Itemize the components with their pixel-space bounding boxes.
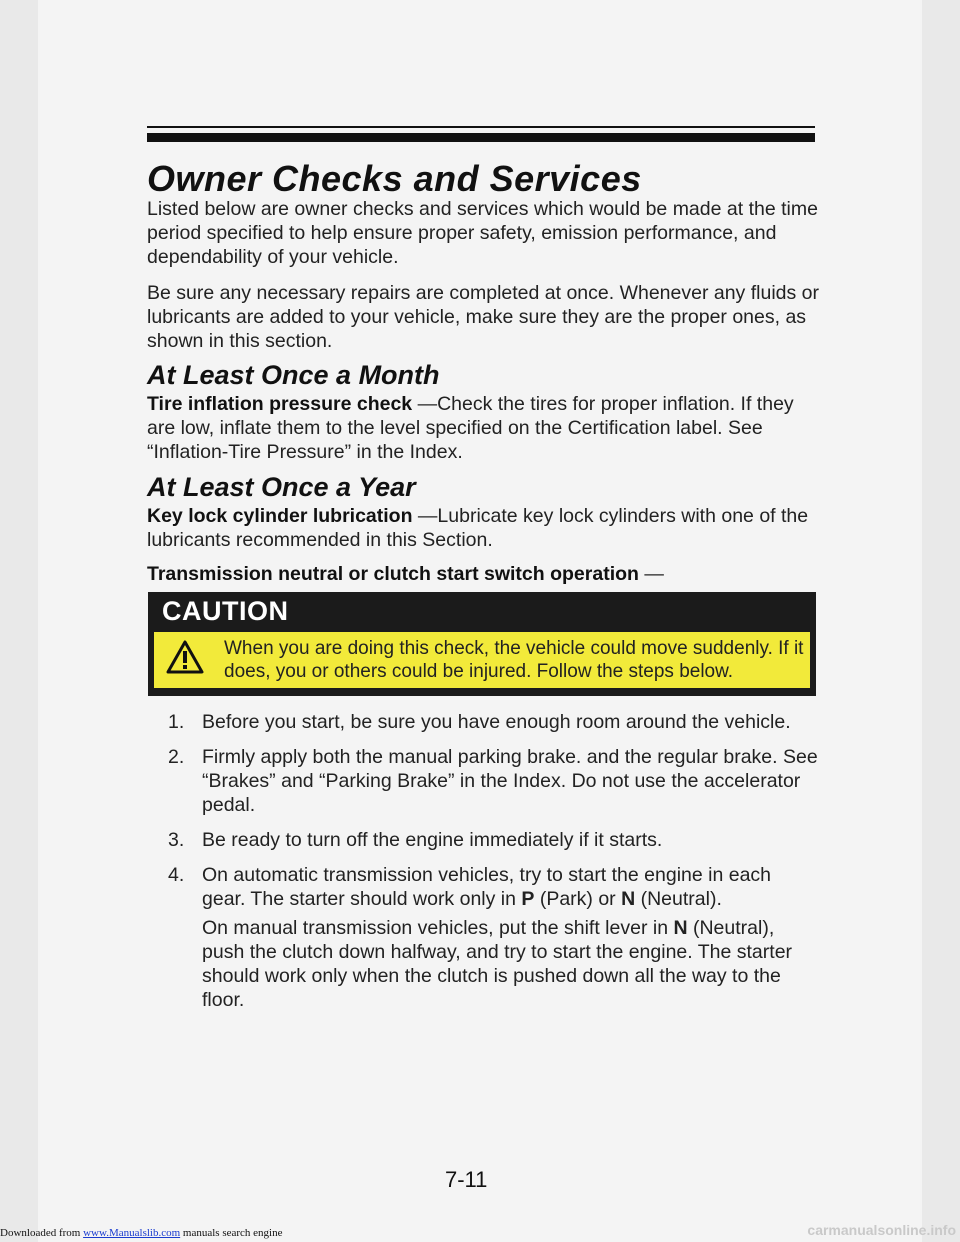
transmission-text: — [638, 563, 664, 585]
footer-prefix: Downloaded from [0, 1227, 84, 1239]
gear-park: P [521, 888, 535, 910]
manualslib-link[interactable]: www.Manualslib.com [83, 1227, 181, 1239]
section-heading-year: At Least Once a Year [147, 472, 416, 502]
step-text: Before you start, be sure you have enough room around the vehicle. [202, 711, 791, 733]
gear-neutral: N [621, 888, 636, 910]
list-item [168, 828, 818, 852]
step-text: On automatic transmission vehicles, try to start the engine in each gear. The starter should work only in [202, 864, 772, 910]
page-title: Owner Checks and Services [147, 158, 642, 199]
caution-text: When you are doing this check, the vehicle could move suddenly. If it does, you or others could be injured. Follow the steps below. [224, 638, 804, 682]
warning-triangle-icon [166, 640, 204, 674]
intro-paragraph-1: Listed below are owner checks and services which would be made at the time period specified to help ensure proper safety, emission performance, and dependability of your vehicle. [147, 198, 818, 268]
step-number: 3. [168, 829, 185, 851]
download-footer [0, 1227, 282, 1239]
step-number: 2. [168, 746, 185, 768]
list-item [168, 710, 818, 734]
list-item [168, 745, 818, 817]
step-number: 1. [168, 711, 185, 733]
key-lock-label: Key lock cylinder lubrication [147, 505, 413, 527]
header-rule-thin [147, 126, 815, 128]
manual-transmission-paragraph [202, 916, 812, 1012]
transmission-paragraph [147, 562, 822, 586]
steps-list [168, 710, 818, 922]
caution-body [154, 632, 810, 688]
watermark: carmanualsonline.info [807, 1222, 956, 1238]
step-text: Firmly apply both the manual parking brake. and the regular brake. See “Brakes” and “Parking Brake” in the Index. Do not use the accelerator pedal. [202, 746, 818, 816]
intro-paragraph-2: Be sure any necessary repairs are completed at once. Whenever any fluids or lubricants are added to your vehicle, make sure they are the proper ones, as shown in this section. [147, 282, 820, 352]
step-number: 4. [168, 864, 185, 886]
section-heading-month: At Least Once a Month [147, 360, 440, 390]
header-rule-thick [147, 133, 815, 142]
manual-text: (Neutral), push the clutch down halfway, and try to start the engine. The starter should work only when the clutch is pushed down all the way to the floor. [202, 917, 793, 1011]
list-item [168, 863, 818, 911]
step-text: Be ready to turn off the engine immediately if it starts. [202, 829, 663, 851]
step-text: (Neutral). [635, 888, 722, 910]
key-lock-paragraph [147, 504, 822, 552]
step-text: (Park) or [534, 888, 622, 910]
page-number: 7-11 [445, 1167, 488, 1192]
caution-heading: CAUTION [162, 596, 289, 626]
gear-neutral: N [673, 917, 688, 939]
footer-suffix: manuals search engine [180, 1227, 283, 1239]
tire-check-paragraph [147, 392, 822, 464]
tire-check-text: —Check the tires for proper inflation. If they are low, inflate them to the level specified on the Certification label. See “Inflation-Tire Pressure” in the Index. [147, 393, 794, 463]
tire-check-label: Tire inflation pressure check [147, 393, 413, 415]
manual-text: On manual transmission vehicles, put the shift lever in [202, 917, 674, 939]
transmission-label: Transmission neutral or clutch start switch operation [147, 563, 639, 585]
key-lock-text: —Lubricate key lock cylinders with one of the lubricants recommended in this Section. [147, 505, 809, 551]
caution-box [148, 592, 816, 696]
